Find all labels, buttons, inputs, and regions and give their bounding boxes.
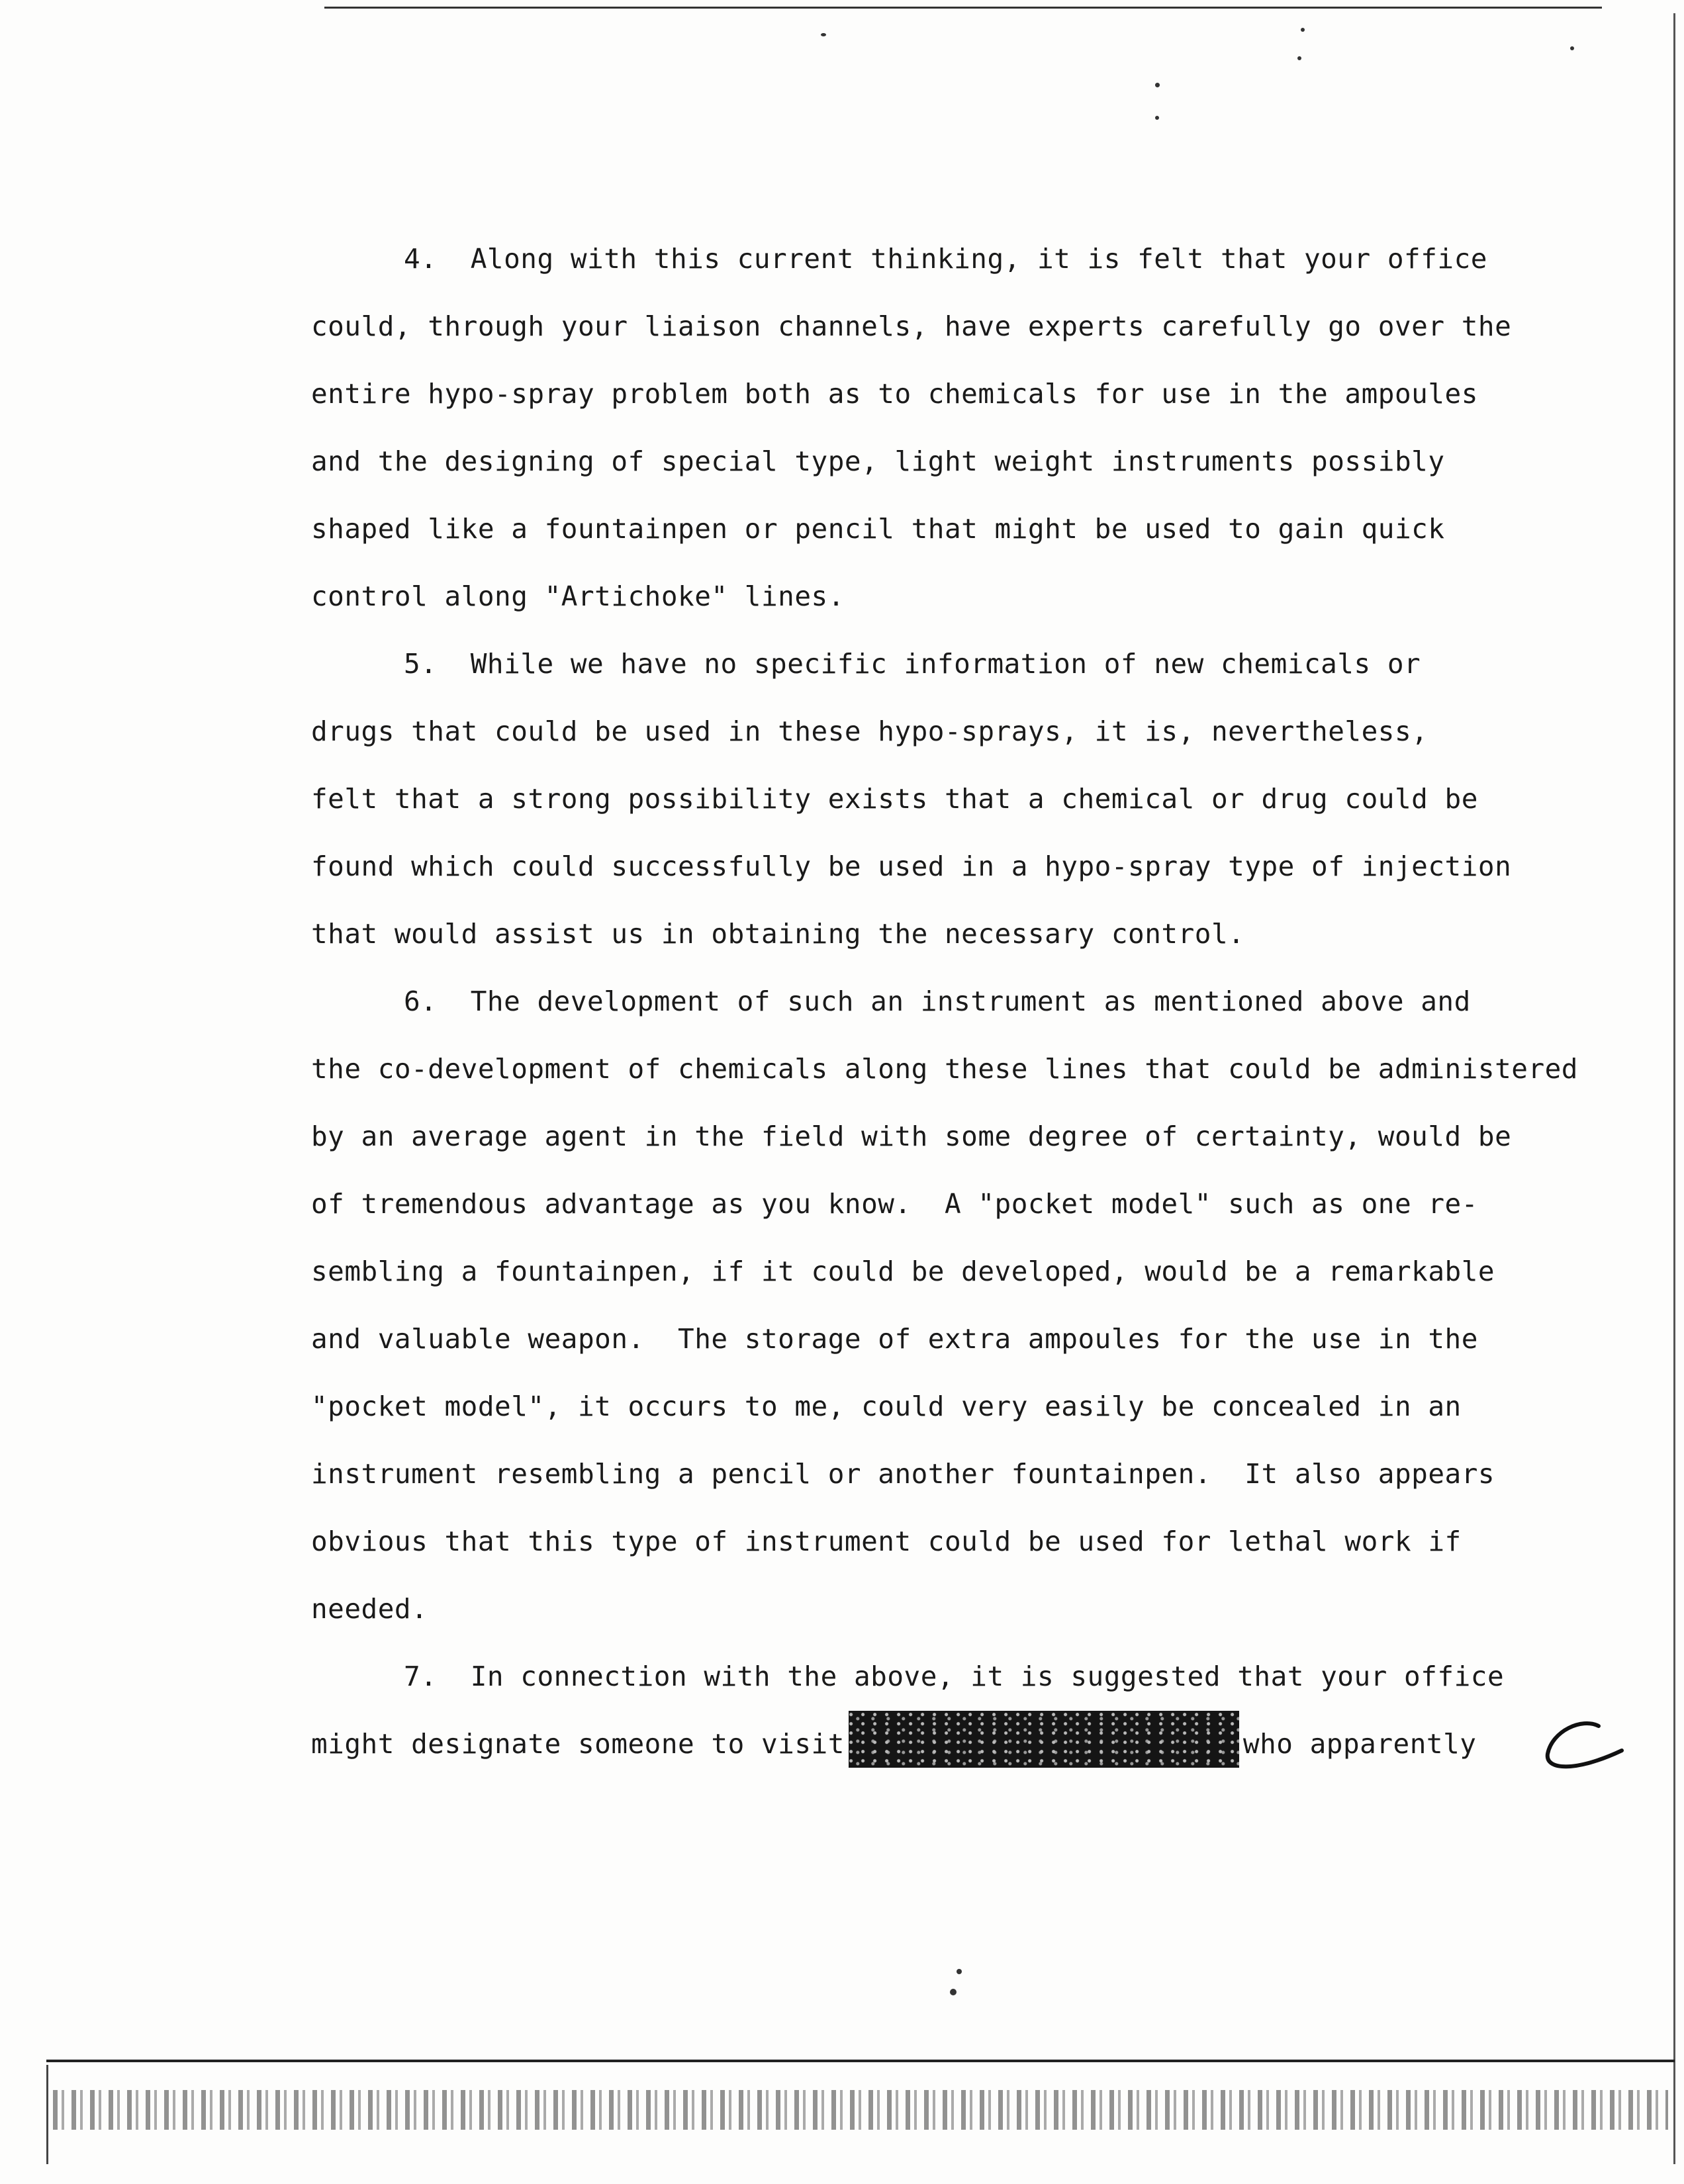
paragraph-6 [311, 968, 1622, 1643]
text-before-redaction: might designate someone to visit [311, 1728, 845, 1760]
text-line [311, 1710, 1622, 1778]
text-line: control along "Artichoke" lines. [311, 580, 845, 612]
text-line: the co-development of chemicals along these lines that could be administered [311, 1053, 1578, 1085]
speck [950, 1989, 957, 1995]
text-line: drugs that could be used in these hypo-sprays, it is, nevertheless, [311, 715, 1428, 747]
text-line: and the designing of special type, light weight instruments possibly [311, 445, 1445, 477]
text-line: that would assist us in obtaining the necessary control. [311, 918, 1245, 950]
text-line: 6. The development of such an instrument as mentioned above and [404, 985, 1471, 1017]
text-line: instrument resembling a pencil or another fountainpen. It also appears [311, 1458, 1495, 1490]
text-line: found which could successfully be used in a hypo-spray type of injection [311, 850, 1512, 882]
speck [1297, 56, 1301, 60]
text-line: 7. In connection with the above, it is suggested that your office [404, 1661, 1505, 1692]
paragraph-5 [311, 630, 1622, 968]
text-line: "pocket model", it occurs to me, could very easily be concealed in an [311, 1390, 1462, 1422]
speck [1301, 28, 1305, 32]
text-line: and valuable weapon. The storage of extra ampoules for the use in the [311, 1323, 1478, 1355]
paragraph-4 [311, 225, 1622, 630]
text-line: felt that a strong possibility exists that a chemical or drug could be [311, 783, 1478, 815]
speck [1155, 116, 1159, 120]
text-line: obvious that this type of instrument could be used for lethal work if [311, 1525, 1462, 1557]
page-edge [1673, 13, 1675, 2164]
speck [957, 1969, 962, 1974]
text-line: of tremendous advantage as you know. A "pocket model" such as one re- [311, 1188, 1478, 1220]
speck [821, 33, 826, 36]
handwritten-initial-c [1536, 1714, 1635, 1780]
letter-body [311, 225, 1622, 1778]
text-line: entire hypo-spray problem both as to chemicals for use in the ampoules [311, 378, 1478, 410]
scan-noise [53, 2090, 1668, 2130]
text-line: needed. [311, 1593, 428, 1625]
speck [1155, 83, 1160, 87]
text-line: shaped like a fountainpen or pencil that might be used to gain quick [311, 513, 1445, 545]
paragraph-7 [311, 1643, 1622, 1778]
top-rule [324, 7, 1602, 9]
speck [1570, 46, 1574, 50]
redaction-block [849, 1711, 1239, 1768]
text-after-redaction: who apparently [1242, 1728, 1477, 1760]
text-line: sembling a fountainpen, if it could be developed, would be a remarkable [311, 1255, 1495, 1287]
bottom-rule [46, 2060, 1675, 2062]
text-line: 4. Along with this current thinking, it is felt that your office [404, 243, 1487, 275]
text-line: 5. While we have no specific information of new chemicals or [404, 648, 1421, 680]
margin-mark [46, 2065, 48, 2164]
text-line: by an average agent in the field with some degree of certainty, would be [311, 1120, 1512, 1152]
text-line: could, through your liaison channels, have experts carefully go over the [311, 310, 1512, 342]
